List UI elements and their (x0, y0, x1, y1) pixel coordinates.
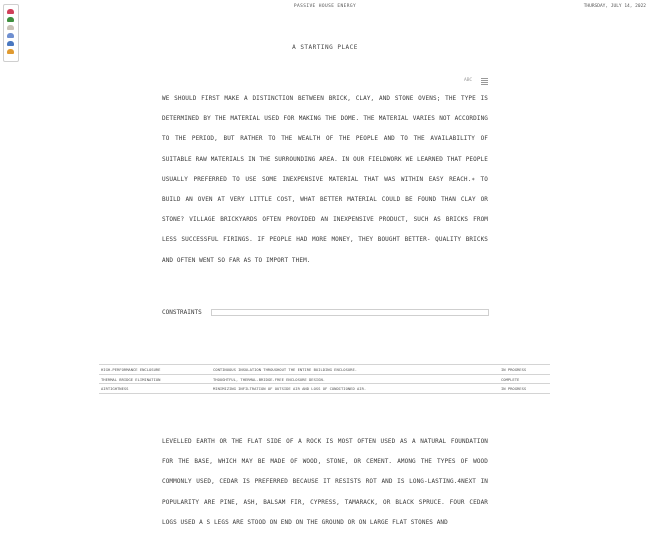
swatch-red-icon[interactable] (7, 9, 14, 14)
row-description: MINIMIZING INFILTRATION OF OUTSIDE AIR AND LOSS OF CONDITIONED AIR. (213, 386, 367, 391)
swatch-lightblue-icon[interactable] (7, 33, 14, 38)
reader-tools (464, 78, 490, 86)
row-name: HIGH-PERFORMANCE ENCLOSURE (101, 367, 161, 372)
site-title[interactable]: PASSIVE HOUSE ENERGY (293, 4, 357, 9)
table-row[interactable] (99, 384, 550, 394)
row-description: THOUGHTFUL, THERMAL-BRIDGE-FREE ENCLOSURE DESIGN. (213, 376, 326, 382)
paragraph-foundation: LEVELLED EARTH OR THE FLAT SIDE OF A ROCK IS MOST OFTEN USED AS A NATURAL FOUNDATION FOR THE BASE, WHICH MAY BE MADE OF WOOD, STONE, OR CEMENT. AMONG THE TYPES OF WOOD COMMONLY USED, CEDAR IS PREFERRED BECAUSE IT RESISTS ROT AND IS LONG-LASTING.4NEXT IN POPULARITY ARE PINE, ASH, BALSAM FIR, CYPRESS, TAMARACK, OR BLACK SPRUCE. FOUR CEDAR LOGS USED A S LEGS ARE STOOD ON END ON THE GROUND OR ON LARGE FLAT STONES AND (162, 438, 488, 526)
constraints-label: CONSTRAINTS (162, 309, 202, 316)
status-badge: IN PROGRESS (501, 386, 527, 391)
swatch-green-icon[interactable] (7, 17, 14, 22)
row-description: CONTINUOUS INSULATION THROUGHOUT THE ENTIRE BUILDING ENCLOSURE. (213, 367, 358, 372)
status-badge: COMPLETE (501, 376, 520, 382)
date-label: THURSDAY, JULY 14, 2022 (583, 4, 646, 9)
color-palette (3, 4, 19, 62)
constraints-input[interactable] (211, 309, 489, 316)
table-row[interactable] (99, 375, 550, 385)
table-row[interactable] (99, 365, 550, 375)
paragraph-intro: WE SHOULD FIRST MAKE A DISTINCTION BETWEEN BRICK, CLAY, AND STONE OVENS; THE TYPE IS DETERMINED BY THE MATERIAL USED FOR MAKING THE DOME. THE MATERIAL VARIES NOT ACCORDING TO THE PERIOD, BUT RATHER TO THE WEALTH OF THE PEOPLE AND TO THE AVAILABILITY OF SUITABLE RAW MATERIALS IN THE SURROUNDING AREA. IN OUR FIELDWORK WE LEARNED THAT PEOPLE USUALLY PREFERRED TO USE SOME INEXPENSIVE MATERIAL THAT WAS WITHIN EASY REACH.∗ TO BUILD AN OVEN AT VERY LITTLE COST, WHAT BETTER MATERIAL COULD BE FOUND THAN CLAY OR STONE? VILLAGE BRICKYARDS OFTEN PROVIDED AN INEXPENSIVE PRODUCT, SUCH AS BRICKS FROM LESS SUCCESSFUL FIRINGS. IF PEOPLE HAD MORE MONEY, THEY BOUGHT BETTER- QUALITY BRICKS AND OFTEN WENT SO FAR AS TO IMPORT THEM. (162, 95, 488, 264)
row-name: AIRTIGHTNESS (101, 386, 129, 391)
constraints-table (99, 364, 550, 394)
swatch-beige-icon[interactable] (7, 25, 14, 30)
top-bar (0, 4, 650, 12)
list-icon[interactable] (481, 78, 488, 84)
row-name: THERMAL BRIDGE ELIMINATION (101, 376, 161, 382)
text-style-button[interactable]: ABC (464, 78, 473, 83)
status-badge: IN PROGRESS (501, 367, 527, 372)
page-title: A STARTING PLACE (292, 44, 358, 51)
